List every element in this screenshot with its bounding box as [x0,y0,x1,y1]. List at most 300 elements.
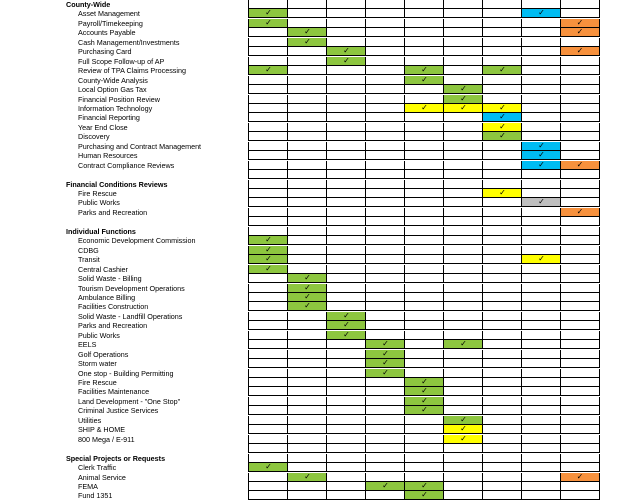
schedule-cell[interactable] [287,416,327,425]
schedule-cell[interactable] [443,66,483,75]
schedule-cell[interactable] [248,123,288,132]
schedule-cell[interactable] [365,95,405,104]
schedule-cell[interactable] [482,161,522,170]
schedule-cell[interactable] [482,463,522,472]
schedule-cell[interactable] [287,104,327,113]
schedule-cell[interactable] [326,378,366,387]
schedule-cell[interactable] [404,274,444,283]
schedule-cell[interactable] [248,189,288,198]
schedule-cell[interactable] [365,151,405,160]
schedule-cell[interactable] [443,161,483,170]
schedule-cell[interactable] [521,38,561,47]
schedule-cell[interactable] [560,246,600,255]
schedule-cell[interactable] [326,331,366,340]
schedule-cell[interactable] [521,217,561,226]
schedule-cell[interactable] [560,312,600,321]
schedule-cell[interactable] [365,9,405,18]
schedule-cell[interactable] [521,454,561,463]
schedule-cell[interactable] [404,180,444,189]
schedule-cell[interactable] [404,0,444,9]
schedule-cell[interactable] [443,198,483,207]
schedule-cell[interactable] [326,246,366,255]
schedule-cell[interactable] [287,350,327,359]
schedule-cell[interactable] [521,482,561,491]
schedule-cell[interactable] [248,142,288,151]
schedule-cell[interactable] [365,47,405,56]
schedule-cell[interactable] [443,302,483,311]
schedule-cell[interactable] [443,0,483,9]
schedule-cell[interactable] [248,76,288,85]
schedule-cell[interactable] [248,161,288,170]
schedule-cell[interactable] [326,236,366,245]
schedule-cell[interactable] [365,123,405,132]
schedule-cell[interactable] [248,387,288,396]
schedule-cell[interactable] [443,142,483,151]
schedule-cell[interactable] [443,293,483,302]
schedule-cell[interactable] [482,331,522,340]
schedule-cell[interactable] [365,491,405,500]
schedule-cell[interactable] [326,76,366,85]
schedule-cell[interactable] [443,387,483,396]
schedule-cell[interactable] [365,265,405,274]
schedule-cell[interactable] [287,47,327,56]
schedule-cell[interactable] [560,265,600,274]
schedule-cell[interactable] [404,350,444,359]
schedule-cell[interactable] [248,444,288,453]
schedule-cell[interactable] [326,142,366,151]
schedule-cell[interactable] [560,274,600,283]
schedule-cell[interactable] [365,0,405,9]
schedule-cell[interactable] [365,104,405,113]
schedule-cell[interactable] [560,425,600,434]
schedule-cell[interactable] [482,28,522,37]
schedule-cell[interactable] [287,444,327,453]
schedule-cell[interactable] [326,123,366,132]
schedule-cell[interactable] [287,57,327,66]
schedule-cell[interactable] [443,491,483,500]
schedule-cell[interactable] [248,425,288,434]
schedule-cell[interactable] [404,425,444,434]
schedule-cell[interactable] [287,189,327,198]
schedule-cell[interactable] [326,132,366,141]
schedule-cell[interactable] [365,397,405,406]
schedule-cell[interactable] [365,312,405,321]
schedule-cell[interactable] [287,132,327,141]
schedule-cell[interactable] [482,246,522,255]
schedule-cell[interactable] [326,151,366,160]
schedule-cell[interactable] [560,0,600,9]
schedule-cell[interactable] [404,312,444,321]
schedule-cell[interactable] [482,302,522,311]
schedule-cell[interactable] [443,397,483,406]
schedule-cell[interactable] [443,284,483,293]
schedule-cell[interactable] [443,57,483,66]
schedule-cell[interactable] [482,444,522,453]
schedule-cell[interactable] [248,217,288,226]
schedule-cell[interactable] [521,359,561,368]
schedule-cell[interactable] [521,444,561,453]
schedule-cell[interactable] [365,454,405,463]
schedule-cell[interactable] [326,180,366,189]
schedule-cell[interactable] [521,406,561,415]
schedule-cell[interactable] [365,378,405,387]
schedule-cell[interactable] [560,47,600,56]
schedule-cell[interactable] [482,284,522,293]
schedule-cell[interactable] [521,491,561,500]
schedule-cell[interactable] [482,217,522,226]
schedule-cell[interactable] [248,95,288,104]
schedule-cell[interactable] [365,274,405,283]
schedule-cell[interactable] [521,397,561,406]
schedule-cell[interactable] [521,198,561,207]
schedule-cell[interactable] [248,463,288,472]
schedule-cell[interactable] [287,321,327,330]
schedule-cell[interactable] [404,491,444,500]
schedule-cell[interactable] [482,198,522,207]
schedule-cell[interactable] [326,463,366,472]
schedule-cell[interactable] [404,198,444,207]
schedule-cell[interactable] [248,378,288,387]
schedule-cell[interactable] [443,473,483,482]
schedule-cell[interactable] [482,208,522,217]
schedule-cell[interactable] [443,359,483,368]
schedule-cell[interactable] [326,397,366,406]
schedule-cell[interactable] [560,473,600,482]
schedule-cell[interactable] [287,0,327,9]
schedule-cell[interactable] [560,170,600,179]
schedule-cell[interactable] [248,85,288,94]
schedule-cell[interactable] [326,19,366,28]
schedule-cell[interactable] [560,406,600,415]
schedule-cell[interactable] [404,217,444,226]
schedule-cell[interactable] [326,350,366,359]
schedule-cell[interactable] [248,350,288,359]
schedule-cell[interactable] [287,236,327,245]
schedule-cell[interactable] [443,180,483,189]
schedule-cell[interactable] [482,350,522,359]
schedule-cell[interactable] [326,9,366,18]
schedule-cell[interactable] [560,85,600,94]
schedule-cell[interactable] [326,274,366,283]
schedule-cell[interactable] [443,255,483,264]
schedule-cell[interactable] [443,170,483,179]
schedule-cell[interactable] [287,85,327,94]
schedule-cell[interactable] [365,246,405,255]
schedule-cell[interactable] [287,198,327,207]
schedule-cell[interactable] [287,473,327,482]
schedule-cell[interactable] [521,416,561,425]
schedule-cell[interactable] [443,113,483,122]
schedule-cell[interactable] [482,189,522,198]
schedule-cell[interactable] [248,406,288,415]
schedule-cell[interactable] [482,387,522,396]
schedule-cell[interactable] [365,444,405,453]
schedule-cell[interactable] [560,321,600,330]
schedule-cell[interactable] [287,397,327,406]
schedule-cell[interactable] [560,227,600,236]
schedule-cell[interactable] [482,454,522,463]
schedule-cell[interactable] [248,302,288,311]
schedule-cell[interactable] [521,463,561,472]
schedule-cell[interactable] [365,369,405,378]
schedule-cell[interactable] [521,473,561,482]
schedule-cell[interactable] [287,113,327,122]
schedule-cell[interactable] [443,435,483,444]
schedule-cell[interactable] [521,208,561,217]
schedule-cell[interactable] [521,161,561,170]
schedule-cell[interactable] [404,161,444,170]
schedule-cell[interactable] [365,425,405,434]
schedule-cell[interactable] [287,491,327,500]
schedule-cell[interactable] [287,123,327,132]
schedule-cell[interactable] [365,85,405,94]
schedule-cell[interactable] [482,227,522,236]
schedule-cell[interactable] [560,180,600,189]
schedule-cell[interactable] [365,170,405,179]
schedule-cell[interactable] [560,217,600,226]
schedule-cell[interactable] [560,66,600,75]
schedule-cell[interactable] [404,454,444,463]
schedule-cell[interactable] [521,113,561,122]
schedule-cell[interactable] [404,255,444,264]
schedule-cell[interactable] [287,255,327,264]
schedule-cell[interactable] [404,435,444,444]
schedule-cell[interactable] [365,463,405,472]
schedule-cell[interactable] [443,312,483,321]
schedule-cell[interactable] [365,321,405,330]
schedule-cell[interactable] [365,198,405,207]
schedule-cell[interactable] [521,378,561,387]
schedule-cell[interactable] [521,85,561,94]
schedule-cell[interactable] [326,340,366,349]
schedule-cell[interactable] [443,28,483,37]
schedule-cell[interactable] [365,208,405,217]
schedule-cell[interactable] [365,57,405,66]
schedule-cell[interactable] [365,180,405,189]
schedule-cell[interactable] [482,38,522,47]
schedule-cell[interactable] [443,350,483,359]
schedule-cell[interactable] [326,482,366,491]
schedule-cell[interactable] [326,170,366,179]
schedule-cell[interactable] [326,28,366,37]
schedule-cell[interactable] [248,104,288,113]
schedule-cell[interactable] [482,236,522,245]
schedule-cell[interactable] [287,142,327,151]
schedule-cell[interactable] [521,95,561,104]
schedule-cell[interactable] [248,38,288,47]
schedule-cell[interactable] [287,38,327,47]
schedule-cell[interactable] [521,293,561,302]
schedule-cell[interactable] [560,444,600,453]
schedule-cell[interactable] [365,302,405,311]
schedule-cell[interactable] [482,76,522,85]
schedule-cell[interactable] [521,321,561,330]
schedule-cell[interactable] [404,340,444,349]
schedule-cell[interactable] [560,255,600,264]
schedule-cell[interactable] [365,189,405,198]
schedule-cell[interactable] [287,217,327,226]
schedule-cell[interactable] [365,217,405,226]
schedule-cell[interactable] [326,0,366,9]
schedule-cell[interactable] [560,369,600,378]
schedule-cell[interactable] [248,340,288,349]
schedule-cell[interactable] [326,491,366,500]
schedule-cell[interactable] [248,151,288,160]
schedule-cell[interactable] [443,369,483,378]
schedule-cell[interactable] [404,142,444,151]
schedule-cell[interactable] [326,293,366,302]
schedule-cell[interactable] [287,482,327,491]
schedule-cell[interactable] [482,9,522,18]
schedule-cell[interactable] [287,359,327,368]
schedule-cell[interactable] [560,302,600,311]
schedule-cell[interactable] [326,95,366,104]
schedule-cell[interactable] [248,331,288,340]
schedule-cell[interactable] [365,227,405,236]
schedule-cell[interactable] [521,104,561,113]
schedule-cell[interactable] [287,95,327,104]
schedule-cell[interactable] [248,416,288,425]
schedule-cell[interactable] [482,170,522,179]
schedule-cell[interactable] [404,113,444,122]
schedule-cell[interactable] [404,359,444,368]
schedule-cell[interactable] [482,255,522,264]
schedule-cell[interactable] [521,425,561,434]
schedule-cell[interactable] [326,406,366,415]
schedule-cell[interactable] [560,454,600,463]
schedule-cell[interactable] [521,340,561,349]
schedule-cell[interactable] [482,406,522,415]
schedule-cell[interactable] [521,312,561,321]
schedule-cell[interactable] [248,66,288,75]
schedule-cell[interactable] [287,246,327,255]
schedule-cell[interactable] [365,435,405,444]
schedule-cell[interactable] [248,132,288,141]
schedule-cell[interactable] [404,85,444,94]
schedule-cell[interactable] [326,284,366,293]
schedule-cell[interactable] [560,189,600,198]
schedule-cell[interactable] [326,369,366,378]
schedule-cell[interactable] [248,397,288,406]
schedule-cell[interactable] [326,265,366,274]
schedule-cell[interactable] [482,265,522,274]
schedule-cell[interactable] [326,217,366,226]
schedule-cell[interactable] [365,293,405,302]
schedule-cell[interactable] [443,265,483,274]
schedule-cell[interactable] [560,378,600,387]
schedule-cell[interactable] [326,208,366,217]
schedule-cell[interactable] [404,208,444,217]
schedule-cell[interactable] [482,19,522,28]
schedule-cell[interactable] [482,425,522,434]
schedule-cell[interactable] [248,482,288,491]
schedule-cell[interactable] [365,406,405,415]
schedule-cell[interactable] [404,47,444,56]
schedule-cell[interactable] [248,491,288,500]
schedule-cell[interactable] [482,416,522,425]
schedule-cell[interactable] [287,378,327,387]
schedule-cell[interactable] [404,19,444,28]
schedule-cell[interactable] [482,151,522,160]
schedule-cell[interactable] [443,208,483,217]
schedule-cell[interactable] [248,284,288,293]
schedule-cell[interactable] [404,236,444,245]
schedule-cell[interactable] [482,473,522,482]
schedule-cell[interactable] [287,302,327,311]
schedule-cell[interactable] [326,425,366,434]
schedule-cell[interactable] [482,491,522,500]
schedule-cell[interactable] [482,293,522,302]
schedule-cell[interactable] [404,9,444,18]
schedule-cell[interactable] [443,482,483,491]
schedule-cell[interactable] [443,38,483,47]
schedule-cell[interactable] [443,227,483,236]
schedule-cell[interactable] [521,435,561,444]
schedule-cell[interactable] [521,284,561,293]
schedule-cell[interactable] [521,350,561,359]
schedule-cell[interactable] [365,236,405,245]
schedule-cell[interactable] [287,454,327,463]
schedule-cell[interactable] [482,132,522,141]
schedule-cell[interactable] [443,123,483,132]
schedule-cell[interactable] [248,180,288,189]
schedule-cell[interactable] [365,132,405,141]
schedule-cell[interactable] [287,151,327,160]
schedule-cell[interactable] [248,321,288,330]
schedule-cell[interactable] [560,57,600,66]
schedule-cell[interactable] [287,340,327,349]
schedule-cell[interactable] [248,47,288,56]
schedule-cell[interactable] [248,293,288,302]
schedule-cell[interactable] [365,28,405,37]
schedule-cell[interactable] [521,331,561,340]
schedule-cell[interactable] [326,104,366,113]
schedule-cell[interactable] [443,246,483,255]
schedule-cell[interactable] [443,463,483,472]
schedule-cell[interactable] [326,435,366,444]
schedule-cell[interactable] [443,189,483,198]
schedule-cell[interactable] [404,104,444,113]
schedule-cell[interactable] [404,293,444,302]
schedule-cell[interactable] [326,161,366,170]
schedule-cell[interactable] [482,378,522,387]
schedule-cell[interactable] [404,444,444,453]
schedule-cell[interactable] [560,387,600,396]
schedule-cell[interactable] [404,284,444,293]
schedule-cell[interactable] [560,123,600,132]
schedule-cell[interactable] [443,321,483,330]
schedule-cell[interactable] [326,359,366,368]
schedule-cell[interactable] [287,180,327,189]
schedule-cell[interactable] [404,189,444,198]
schedule-cell[interactable] [248,435,288,444]
schedule-cell[interactable] [482,142,522,151]
schedule-cell[interactable] [365,482,405,491]
schedule-cell[interactable] [443,378,483,387]
schedule-cell[interactable] [443,9,483,18]
schedule-cell[interactable] [482,47,522,56]
schedule-cell[interactable] [521,302,561,311]
schedule-cell[interactable] [482,369,522,378]
schedule-cell[interactable] [404,227,444,236]
schedule-cell[interactable] [482,435,522,444]
schedule-cell[interactable] [365,416,405,425]
schedule-cell[interactable] [287,161,327,170]
schedule-cell[interactable] [287,435,327,444]
schedule-cell[interactable] [287,76,327,85]
schedule-cell[interactable] [404,38,444,47]
schedule-cell[interactable] [248,359,288,368]
